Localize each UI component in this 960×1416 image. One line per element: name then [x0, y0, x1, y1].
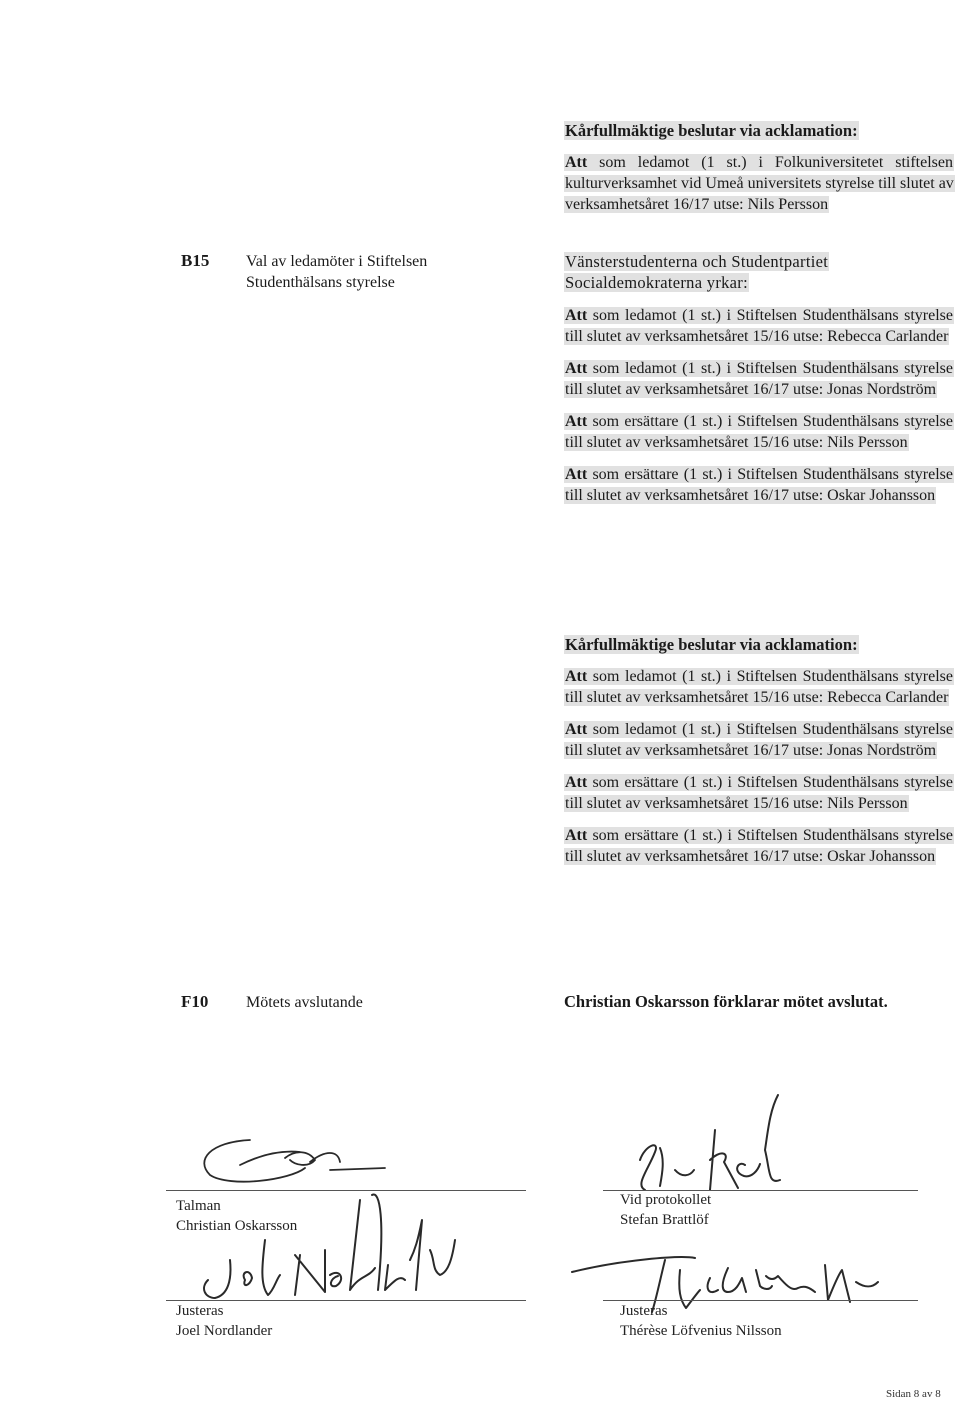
paragraph-lead: Att [565, 721, 588, 738]
signature-role: Justeras [620, 1303, 668, 1319]
signature-role: Vid protokollet [620, 1192, 712, 1208]
decision-heading: Kårfullmäktige beslutar via acklamation: [565, 635, 858, 654]
paragraph-text: som ledamot (1 st.) i Stiftelsen Studenthälsans styrelse till slutet av verksamhetsåret 16/17 utse: Jonas Nordström [565, 721, 953, 759]
paragraph-highlight [564, 721, 954, 759]
decision-paragraph [564, 772, 954, 814]
decision-block-studenthalsan [564, 634, 954, 878]
paragraph-lead: Att [565, 668, 588, 685]
item-number-f10: F10 [181, 992, 209, 1011]
decision-heading: Kårfullmäktige beslutar via acklamation: [565, 121, 858, 140]
paragraph-lead: Att [565, 774, 588, 791]
item-number-b15: B15 [181, 251, 210, 270]
paragraph-text: som ersättare (1 st.) i Stiftelsen Studenthälsans styrelse till slutet av verksamhetsåret 15/16 utse: Nils Persson [565, 413, 953, 451]
paragraph-text: som ledamot (1 st.) i Stiftelsen Studenthälsans styrelse till slutet av verksamhetsåret 15/16 utse: Rebecca Carlander [565, 668, 953, 706]
proposal-heading [564, 251, 954, 293]
decision-paragraph [564, 411, 954, 453]
decision-paragraphs [564, 666, 954, 867]
decision-paragraph [564, 719, 954, 761]
signature-protokoll-image [620, 1090, 800, 1200]
block1-paragraphs [564, 152, 954, 215]
page-number: Sidan 8 av 8 [886, 1388, 941, 1400]
closing-statement: Christian Oskarsson förklarar mötet avslutat. [564, 992, 888, 1011]
decision-paragraph [564, 358, 954, 400]
paragraph-highlight [564, 154, 955, 213]
decision-block-folkuniversitetet [564, 120, 954, 226]
paragraph-lead: Att [565, 154, 588, 171]
paragraph-text: som ersättare (1 st.) i Stiftelsen Studenthälsans styrelse till slutet av verksamhetsåret 16/17 utse: Oskar Johansson [565, 466, 953, 504]
signature-role: Talman [176, 1198, 221, 1214]
signature-name: Joel Nordlander [176, 1323, 273, 1339]
paragraph-text: som ersättare (1 st.) i Stiftelsen Studenthälsans styrelse till slutet av verksamhetsåret 16/17 utse: Oskar Johansson [565, 827, 953, 865]
paragraph-highlight [564, 668, 954, 706]
paragraph-lead: Att [565, 413, 588, 430]
paragraph-highlight [564, 307, 954, 345]
paragraph-highlight [564, 774, 954, 812]
paragraph-text: som ledamot (1 st.) i Stiftelsen Studenthälsans styrelse till slutet av verksamhetsåret 15/16 utse: Rebecca Carlander [565, 307, 953, 345]
signature-name: Thérèse Löfvenius Nilsson [620, 1323, 782, 1339]
signature-role: Justeras [176, 1303, 224, 1319]
paragraph-lead: Att [565, 827, 588, 844]
paragraph-lead: Att [565, 466, 588, 483]
item-title-f10: Mötets avslutande [246, 994, 363, 1011]
paragraph-text: som ersättare (1 st.) i Stiftelsen Studenthälsans styrelse till slutet av verksamhetsåret 15/16 utse: Nils Persson [565, 774, 953, 812]
item-title-line2: Studenthälsans styrelse [246, 274, 395, 291]
signature-justerare1 [176, 1301, 272, 1341]
proposal-heading-line1: Vänsterstudenterna och Studentpartiet [565, 252, 829, 271]
proposal-paragraphs [564, 305, 954, 506]
proposal-block [564, 251, 954, 517]
decision-paragraph [564, 825, 954, 867]
decision-paragraph [564, 666, 954, 708]
signature-name: Stefan Brattlöf [620, 1212, 709, 1228]
signature-justerare2 [620, 1301, 782, 1341]
paragraph-highlight [564, 413, 954, 451]
paragraph-lead: Att [565, 307, 588, 324]
item-title-b15 [246, 251, 427, 293]
paragraph-highlight [564, 827, 954, 865]
decision-paragraph [564, 464, 954, 506]
signature-protokoll [620, 1190, 711, 1230]
paragraph-text: som ledamot (1 st.) i Folkuniversitetet stiftelsen kulturverksamhet vid Umeå universitets styrelse till slutet av verksamhetsåret 16/17 utse: Nils Persson [565, 154, 954, 213]
paragraph-lead: Att [565, 360, 588, 377]
proposal-heading-line2: Socialdemokraterna yrkar: [565, 273, 748, 292]
signature-justerare1-image [190, 1180, 520, 1310]
decision-paragraph [564, 305, 954, 347]
decision-paragraph [564, 152, 954, 215]
paragraph-highlight [564, 360, 954, 398]
item-title-line1: Val av ledamöter i Stiftelsen [246, 253, 428, 270]
signature-name: Christian Oskarsson [176, 1218, 298, 1234]
paragraph-text: som ledamot (1 st.) i Stiftelsen Studenthälsans styrelse till slutet av verksamhetsåret 16/17 utse: Jonas Nordström [565, 360, 953, 398]
paragraph-highlight [564, 466, 954, 504]
